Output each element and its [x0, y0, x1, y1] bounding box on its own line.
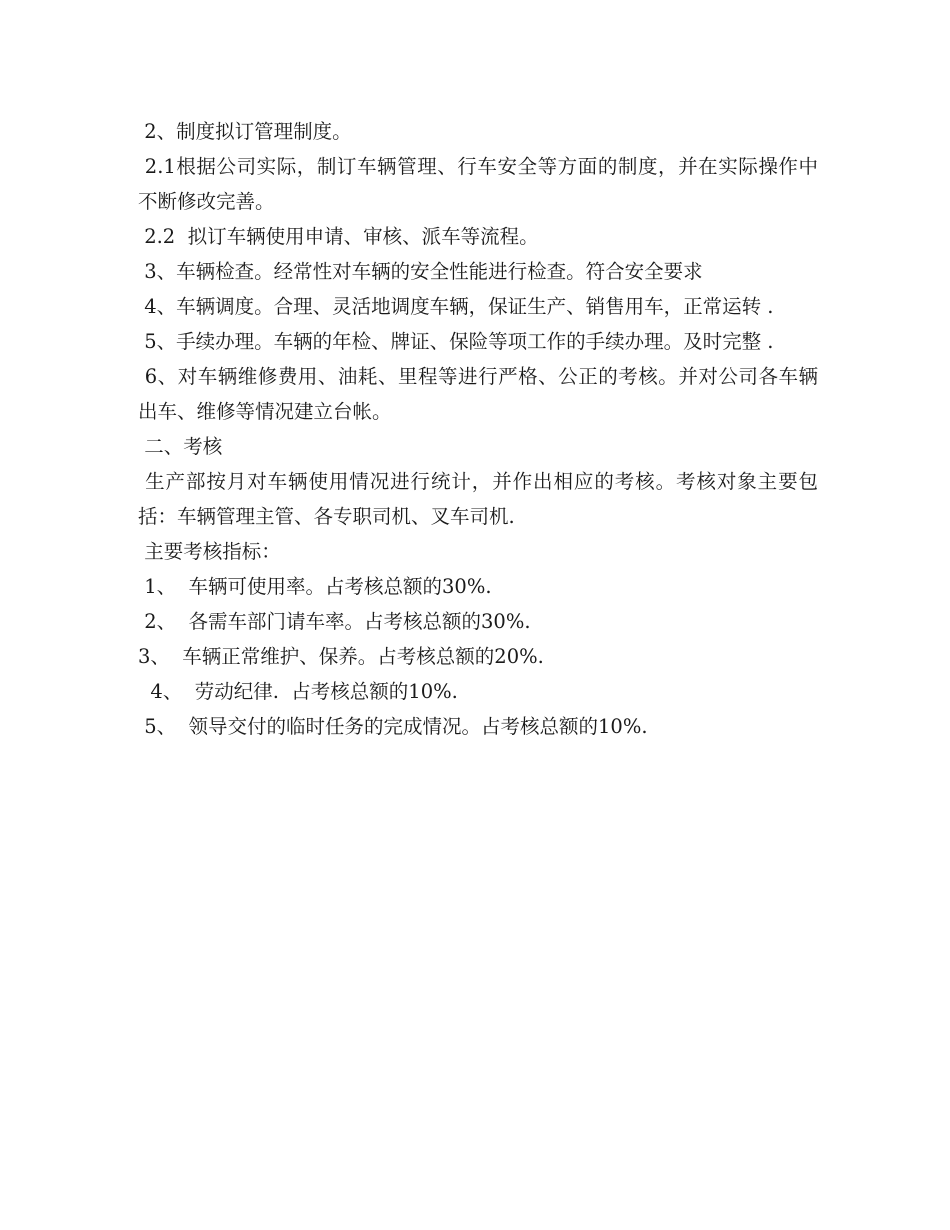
indicator-item-4: 4、 劳动纪律. 占考核总额的10%. — [138, 680, 458, 703]
paragraph-item-3: 3、车辆检查。经常性对车辆的安全性能进行检查。符合安全要求 — [138, 260, 703, 283]
indicator-item-3: 3、 车辆正常维护、保养。占考核总额的20%. — [138, 645, 544, 668]
paragraph-main-indicators: 主要考核指标： — [138, 540, 281, 563]
indicator-item-5: 5、 领导交付的临时任务的完成情况。占考核总额的10%. — [138, 715, 648, 738]
indicator-item-2: 2、 各需车部门请车率。占考核总额的30%. — [138, 610, 531, 633]
document-body — [138, 114, 818, 744]
paragraph-item-2-1: 2.1根据公司实际，制订车辆管理、行车安全等方面的制度，并在实际操作中不断修改完善。 — [138, 155, 819, 213]
paragraph-item-5: 5、手续办理。车辆的年检、牌证、保险等项工作的手续办理。及时完整 . — [138, 330, 774, 353]
paragraph-assessment-intro: 生产部按月对车辆使用情况进行统计，并作出相应的考核。考核对象主要包括：车辆管理主管、各专职司机、叉车司机. — [138, 470, 818, 528]
paragraph-item-2-2: 2.2 拟订车辆使用申请、审核、派车等流程。 — [138, 225, 539, 248]
indicator-item-1: 1、 车辆可使用率。占考核总额的30%. — [138, 575, 492, 598]
paragraph-item-2: 2、制度拟订管理制度。 — [138, 120, 352, 143]
paragraph-item-4: 4、车辆调度。合理、灵活地调度车辆，保证生产、销售用车，正常运转 . — [138, 295, 774, 318]
paragraph-item-6: 6、对车辆维修费用、油耗、里程等进行严格、公正的考核。并对公司各车辆出车、维修等情况建立台帐。 — [138, 365, 818, 423]
section-heading-assessment: 二、考核 — [138, 435, 223, 458]
